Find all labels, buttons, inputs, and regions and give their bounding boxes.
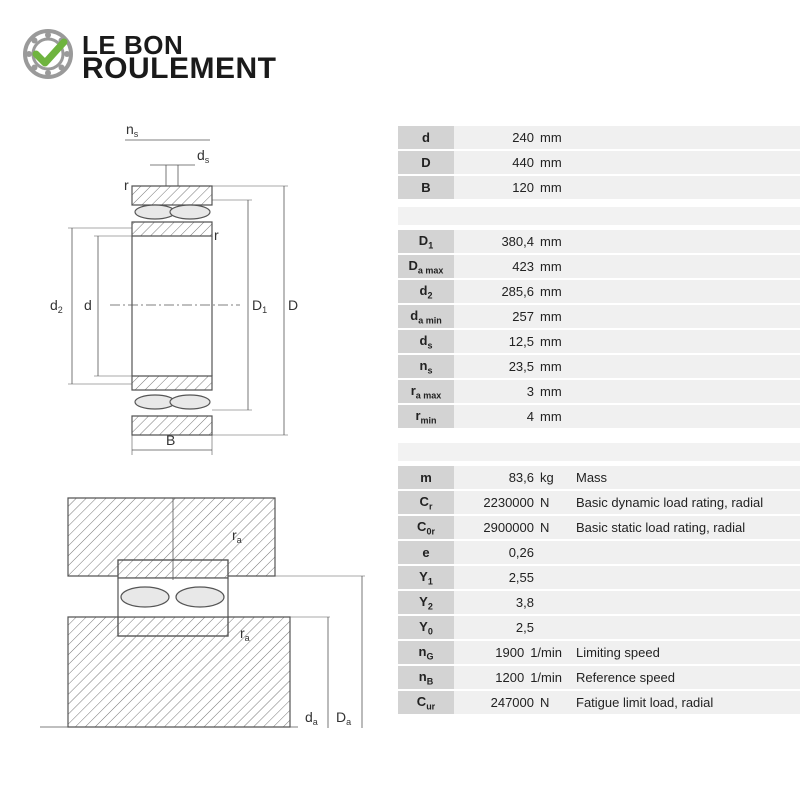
description-cell <box>566 405 800 428</box>
value-cell: 3 mm <box>454 380 566 403</box>
symbol-cell: $D_1$ <box>398 230 454 253</box>
table-row <box>398 491 800 514</box>
value-cell: 1900 1/min <box>454 641 566 664</box>
table-separator <box>398 443 800 461</box>
value-cell: 257 mm <box>454 305 566 328</box>
table-row <box>398 330 800 353</box>
mounting-view <box>40 498 365 728</box>
table-row <box>398 355 800 378</box>
description-cell: Reference speed <box>566 666 800 689</box>
value-cell: 0,26 <box>454 541 566 564</box>
symbol-cell: e <box>398 541 454 564</box>
description-cell <box>566 541 800 564</box>
table-row <box>398 126 800 149</box>
symbol-cell: $C_{ur}$ <box>398 691 454 714</box>
description-cell <box>566 305 800 328</box>
table-row <box>398 641 800 664</box>
value-cell: 285,6 mm <box>454 280 566 303</box>
symbol-cell: d <box>398 126 454 149</box>
table-row <box>398 280 800 303</box>
symbol-cell: $d_s$ <box>398 330 454 353</box>
label-D1: $D_1$ <box>252 297 268 315</box>
value-cell: 3,8 <box>454 591 566 614</box>
symbol-cell: $D_{a max}$ <box>398 255 454 278</box>
mounting-dimensions-table <box>398 228 800 430</box>
symbol-cell: B <box>398 176 454 199</box>
symbol-cell: $Y_0$ <box>398 616 454 639</box>
table-row <box>398 176 800 199</box>
table-row <box>398 151 800 174</box>
table-row <box>398 691 800 714</box>
value-cell: 2,55 <box>454 566 566 589</box>
label-d2: $d_2$ <box>50 297 63 315</box>
description-cell <box>566 355 800 378</box>
description-cell <box>566 176 800 199</box>
label-r-inner: r <box>214 227 219 243</box>
description-cell <box>566 230 800 253</box>
value-cell: 247000 N <box>454 691 566 714</box>
label-d: d <box>84 297 92 313</box>
table-row <box>398 616 800 639</box>
table-row <box>398 541 800 564</box>
logo-line1: LE BON <box>82 30 184 60</box>
label-B: B <box>166 432 176 448</box>
value-cell: 4 mm <box>454 405 566 428</box>
label-ns: $n_s$ <box>126 121 139 139</box>
value-cell: 380,4 mm <box>454 230 566 253</box>
symbol-cell: D <box>398 151 454 174</box>
value-cell: 120 mm <box>454 176 566 199</box>
description-cell: Mass <box>566 466 800 489</box>
value-cell: 2230000 N <box>454 491 566 514</box>
description-cell: Basic static load rating, radial <box>566 516 800 539</box>
table-row <box>398 591 800 614</box>
label-ra-bottom: $r_a$ <box>240 625 250 643</box>
value-cell: 12,5 mm <box>454 330 566 353</box>
table-row <box>398 466 800 489</box>
symbol-cell: $C_r$ <box>398 491 454 514</box>
description-cell: Basic dynamic load rating, radial <box>566 491 800 514</box>
table-row <box>398 566 800 589</box>
description-cell: Limiting speed <box>566 641 800 664</box>
table-row <box>398 255 800 278</box>
logo-line2: ROULEMENT <box>82 52 277 85</box>
value-cell: 423 mm <box>454 255 566 278</box>
value-cell: 440 mm <box>454 151 566 174</box>
value-cell: 23,5 mm <box>454 355 566 378</box>
symbol-cell: $r_{min}$ <box>398 405 454 428</box>
symbol-cell: $Y_2$ <box>398 591 454 614</box>
label-da: $d_a$ <box>305 709 318 727</box>
symbol-cell: $C_{0r}$ <box>398 516 454 539</box>
table-row <box>398 380 800 403</box>
table-row <box>398 666 800 689</box>
symbol-cell: $r_{a max}$ <box>398 380 454 403</box>
performance-table <box>398 464 800 716</box>
symbol-cell: $d_2$ <box>398 280 454 303</box>
symbol-cell: $Y_1$ <box>398 566 454 589</box>
symbol-cell: $d_{a min}$ <box>398 305 454 328</box>
label-ra-top: $r_a$ <box>232 527 242 545</box>
symbol-cell: $n_B$ <box>398 666 454 689</box>
description-cell <box>566 591 800 614</box>
table-row <box>398 405 800 428</box>
description-cell <box>566 126 800 149</box>
description-cell <box>566 151 800 174</box>
dimensions-table <box>398 124 800 201</box>
value-cell: 240 mm <box>454 126 566 149</box>
table-row <box>398 230 800 253</box>
bearing-drawing <box>0 0 398 800</box>
label-ds: $d_s$ <box>197 147 210 165</box>
value-cell: 2900000 N <box>454 516 566 539</box>
symbol-cell: $n_s$ <box>398 355 454 378</box>
description-cell <box>566 566 800 589</box>
table-row <box>398 305 800 328</box>
description-cell <box>566 380 800 403</box>
description-cell: Fatigue limit load, radial <box>566 691 800 714</box>
value-cell: 2,5 <box>454 616 566 639</box>
value-cell: 83,6 kg <box>454 466 566 489</box>
value-cell: 1200 1/min <box>454 666 566 689</box>
label-r-top: r <box>124 177 129 193</box>
table-row <box>398 516 800 539</box>
description-cell <box>566 616 800 639</box>
symbol-cell: m <box>398 466 454 489</box>
table-separator <box>398 207 800 225</box>
description-cell <box>566 330 800 353</box>
description-cell <box>566 280 800 303</box>
description-cell <box>566 255 800 278</box>
label-Da: $D_a$ <box>336 709 352 727</box>
symbol-cell: $n_G$ <box>398 641 454 664</box>
label-D: D <box>288 297 299 313</box>
